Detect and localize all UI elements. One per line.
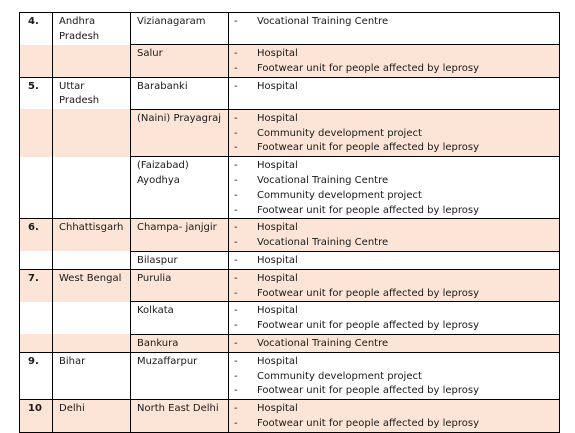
facility-list <box>229 13 560 45</box>
facility-list <box>229 352 560 399</box>
facility-item: - Hospital <box>234 80 553 95</box>
table-row <box>20 334 560 352</box>
facility-list <box>229 45 560 78</box>
row-number-empty <box>20 45 53 78</box>
row-number: 10 <box>20 400 53 433</box>
facility-item: - Community development project <box>234 370 553 385</box>
district-name: Champa- janjgir <box>131 219 229 252</box>
table-row <box>20 45 560 78</box>
facility-list <box>229 334 560 352</box>
table-row <box>20 77 560 109</box>
table-row <box>20 13 560 45</box>
state-name: Chhattisgarh <box>53 219 131 252</box>
row-number: 7. <box>20 269 53 302</box>
row-number-empty <box>20 157 53 219</box>
district-name: Muzaffarpur <box>131 352 229 399</box>
facility-item: - Footwear unit for people affected by leprosy <box>234 384 553 399</box>
table-row <box>20 352 560 399</box>
district-name: Bilaspur <box>131 251 229 269</box>
facility-item: - Hospital <box>234 355 553 370</box>
state-name: Delhi <box>53 400 131 433</box>
row-number: 5. <box>20 77 53 109</box>
district-name: (Faizabad) Ayodhya <box>131 157 229 219</box>
facility-item: - Community development project <box>234 127 553 142</box>
row-number: 9. <box>20 352 53 399</box>
facility-item: - Vocational Training Centre <box>234 174 553 189</box>
district-name: Bankura <box>131 334 229 352</box>
state-name-empty <box>53 302 131 335</box>
facility-item: - Footwear unit for people affected by leprosy <box>234 62 553 77</box>
facility-item: - Community development project <box>234 189 553 204</box>
district-name: Kolkata <box>131 302 229 335</box>
table-row <box>20 219 560 252</box>
facility-item: - Footwear unit for people affected by leprosy <box>234 204 553 219</box>
facility-item: - Footwear unit for people affected by leprosy <box>234 417 553 432</box>
state-name: Andhra Pradesh <box>53 13 131 45</box>
facility-list <box>229 269 560 302</box>
facility-item: - Footwear unit for people affected by leprosy <box>234 287 553 302</box>
table-row <box>20 157 560 219</box>
state-name: West Bengal <box>53 269 131 302</box>
state-name-empty <box>53 251 131 269</box>
state-name-empty <box>53 334 131 352</box>
district-name: Purulia <box>131 269 229 302</box>
facility-list <box>229 219 560 252</box>
state-name: Uttar Pradesh <box>53 77 131 109</box>
district-name: Vizianagaram <box>131 13 229 45</box>
facility-list <box>229 251 560 269</box>
table-row <box>20 400 560 433</box>
facility-item: - Vocational Training Centre <box>234 236 553 251</box>
facilities-table <box>19 12 560 433</box>
facility-list <box>229 77 560 109</box>
district-name: (Naini) Prayagraj <box>131 109 229 156</box>
facility-item: - Hospital <box>234 272 553 287</box>
table-row <box>20 302 560 335</box>
facility-list <box>229 157 560 219</box>
facility-list <box>229 109 560 156</box>
facility-item: - Hospital <box>234 47 553 62</box>
row-number: 4. <box>20 13 53 45</box>
table-row <box>20 109 560 156</box>
facility-item: - Hospital <box>234 304 553 319</box>
facility-item: - Hospital <box>234 112 553 127</box>
facility-list <box>229 302 560 335</box>
facility-item: - Footwear unit for people affected by leprosy <box>234 141 553 156</box>
facility-item: - Hospital <box>234 254 553 269</box>
facilities-table-body <box>20 13 560 433</box>
district-name: Barabanki <box>131 77 229 109</box>
facility-item: - Vocational Training Centre <box>234 15 553 30</box>
district-name: Salur <box>131 45 229 78</box>
row-number-empty <box>20 334 53 352</box>
facility-item: - Footwear unit for people affected by leprosy <box>234 319 553 334</box>
table-row <box>20 251 560 269</box>
row-number-empty <box>20 109 53 156</box>
state-name: Bihar <box>53 352 131 399</box>
row-number-empty <box>20 302 53 335</box>
facility-item: - Hospital <box>234 221 553 236</box>
facility-item: - Hospital <box>234 402 553 417</box>
state-name-empty <box>53 157 131 219</box>
table-row <box>20 269 560 302</box>
row-number-empty <box>20 251 53 269</box>
facility-list <box>229 400 560 433</box>
facility-item: - Hospital <box>234 159 553 174</box>
facility-item: - Vocational Training Centre <box>234 337 553 352</box>
state-name-empty <box>53 109 131 156</box>
district-name: North East Delhi <box>131 400 229 433</box>
row-number: 6. <box>20 219 53 252</box>
state-name-empty <box>53 45 131 78</box>
